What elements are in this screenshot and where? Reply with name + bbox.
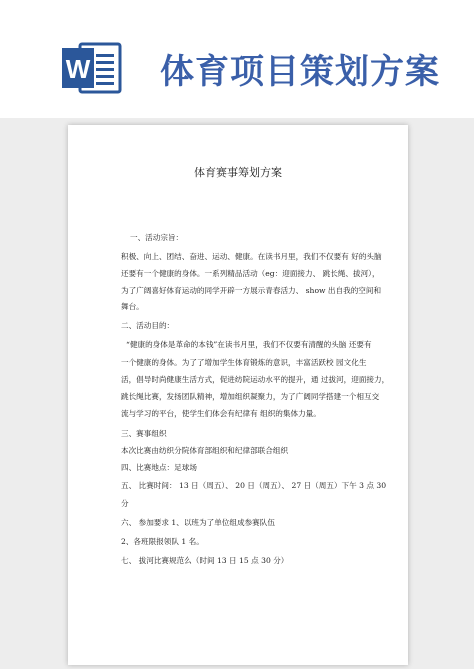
- section-heading: 三、赛事组织: [121, 429, 167, 438]
- paragraph-line: 还要有一个健康的身体。一系列精品活动（eg：迎面接力、 跳长绳、拔河），: [121, 269, 380, 278]
- paragraph-line: “健康的身体是革命的本钱”在读书月里，我们不仅要有清醒的头脑 还要有: [126, 340, 372, 349]
- banner-title: 体育项目策划方案: [160, 52, 440, 92]
- paragraph-line: 七、 拔河比赛规范么（时间 13 日 15 点 30 分）: [121, 556, 289, 565]
- banner: [0, 0, 474, 118]
- paragraph-line: 跳长绳比赛，发扬团队精神，增加组织凝聚力，为了广阔同学搭建一个相互交: [121, 392, 380, 401]
- paragraph-line: 分: [121, 499, 129, 508]
- word-document-icon: [62, 40, 124, 96]
- paragraph-line: 本次比赛由纺织分院体育部组织和纪律部联合组织: [121, 446, 289, 455]
- document-title: 体育赛事筹划方案: [194, 166, 282, 179]
- paragraph-line: 活，倡导时尚健康生活方式，促进纺院运动水平的提升，通 过拔河，迎面接力，: [121, 375, 390, 384]
- section-heading: 四、比赛地点：足球场: [121, 463, 197, 472]
- paragraph-line: 2、各班限报领队 1 名。: [121, 537, 204, 546]
- paragraph-line: 为了广阔喜好体育运动的同学开辟一方展示青春活力、 show 出自我的空间和: [121, 286, 382, 295]
- section-heading: 二、活动目的：: [121, 321, 175, 330]
- paragraph-line: 六、 参加要求 1、以班为了单位组成参赛队伍: [121, 518, 275, 527]
- paragraph-line: 五、 比赛时间： 13 日（周五）、 20 日（周五）、 27 日（周五）下午 3 点 30: [121, 481, 387, 490]
- paragraph-line: 流与学习的平台，使学生们体会有纪律有 组织的集体力量。: [121, 409, 321, 418]
- paragraph-line: 积极、向上、团结、奋进、运动、健康。在读书月里，我们不仅要有 好的头脑: [121, 252, 382, 261]
- document-page: [68, 125, 408, 665]
- word-logo-letter: W: [65, 54, 91, 84]
- section-heading: 一、活动宗旨：: [130, 233, 184, 242]
- paragraph-line: 舞台。: [121, 302, 144, 311]
- paragraph-line: 一个健康的身体。为了了增加学生体育锻炼的意识，丰富活跃校 园文化生: [121, 358, 367, 367]
